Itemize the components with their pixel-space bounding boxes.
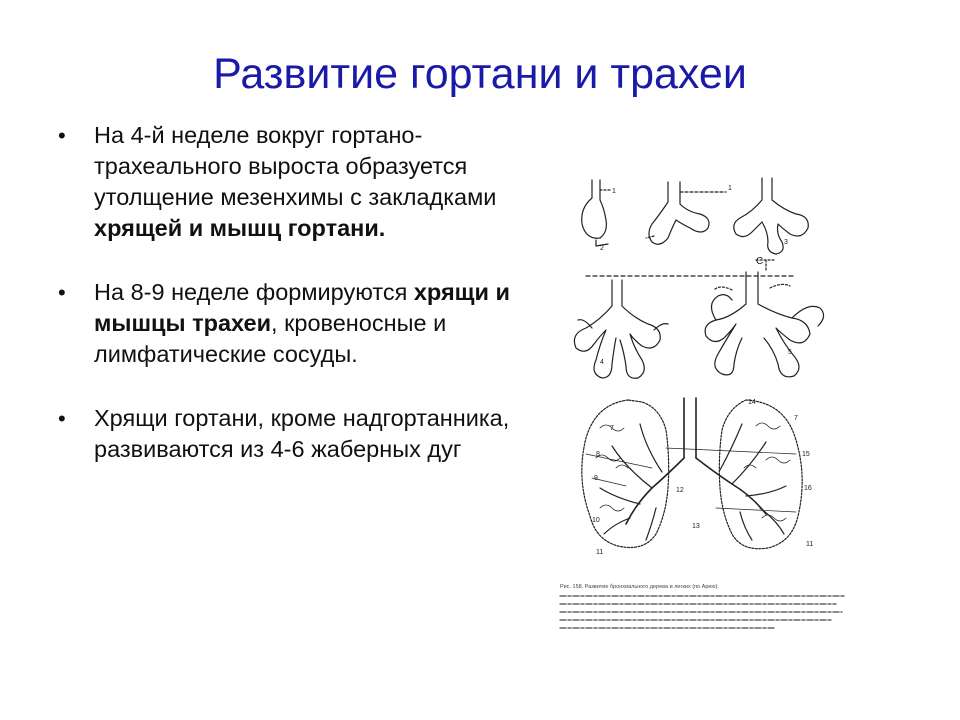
figure-label: 1 [728, 185, 732, 192]
figure-label: 10 [592, 517, 600, 524]
figure-label: 11 [806, 541, 814, 548]
figure-label: 11 [596, 549, 604, 556]
stage-1-bud [582, 180, 610, 246]
lung-development-drawing [556, 168, 862, 638]
bullet-item-2 [58, 277, 528, 370]
figure-label: 9 [594, 475, 598, 482]
stage-4-branching [574, 280, 668, 378]
figure-label: 12 [676, 487, 684, 494]
bullet-dot: • [58, 123, 66, 148]
stage-3-bud [734, 178, 809, 270]
figure-label: 15 [802, 451, 810, 458]
bullet-list [58, 120, 528, 498]
bullet-bold-text: хрящи и мышцы трахеи [94, 279, 510, 336]
figure-label: 4 [600, 359, 604, 366]
figure-label: 14 [748, 399, 756, 406]
bullet-bold-text: хрящей и мышц гортани. [94, 215, 386, 241]
stage-2-bud [646, 182, 726, 244]
figure-label: 7 [794, 415, 798, 422]
figure-label: 2 [600, 245, 604, 252]
figure-label: C [756, 256, 764, 267]
figure-label: 1 [612, 188, 616, 195]
bullet-text-after: , кровеносные и лимфатические сосуды. [94, 310, 447, 367]
figure-label: 5 [788, 349, 792, 356]
figure-label: 3 [784, 239, 788, 246]
figure-label: 7 [610, 425, 614, 432]
caption-text: Рис. 158. Развитие бронхиального дерева и легких (по Арею). [560, 584, 719, 590]
figure-label: 8 [596, 451, 600, 458]
bullet-dot: • [58, 406, 66, 431]
figure-label: 16 [804, 485, 812, 492]
bullet-text: На 8-9 неделе формируются [94, 279, 414, 305]
bullet-text: Хрящи гортани, кроме надгортанника, развиваются из 4-6 жаберных дуг [94, 405, 510, 462]
stage-5-branching [705, 272, 823, 377]
lung-development-figure [556, 168, 862, 638]
slide-title: Развитие гортани и трахеи [213, 50, 747, 98]
bullet-item-3 [58, 403, 528, 465]
bullet-text: На 4-й неделе вокруг гортано-трахеального выроста образуется утолщение мезенхимы с закладками [94, 122, 497, 210]
bullet-dot: • [58, 280, 66, 305]
bullet-item-1 [58, 120, 528, 244]
figure-label: 13 [692, 523, 700, 530]
figure-caption [560, 584, 846, 628]
